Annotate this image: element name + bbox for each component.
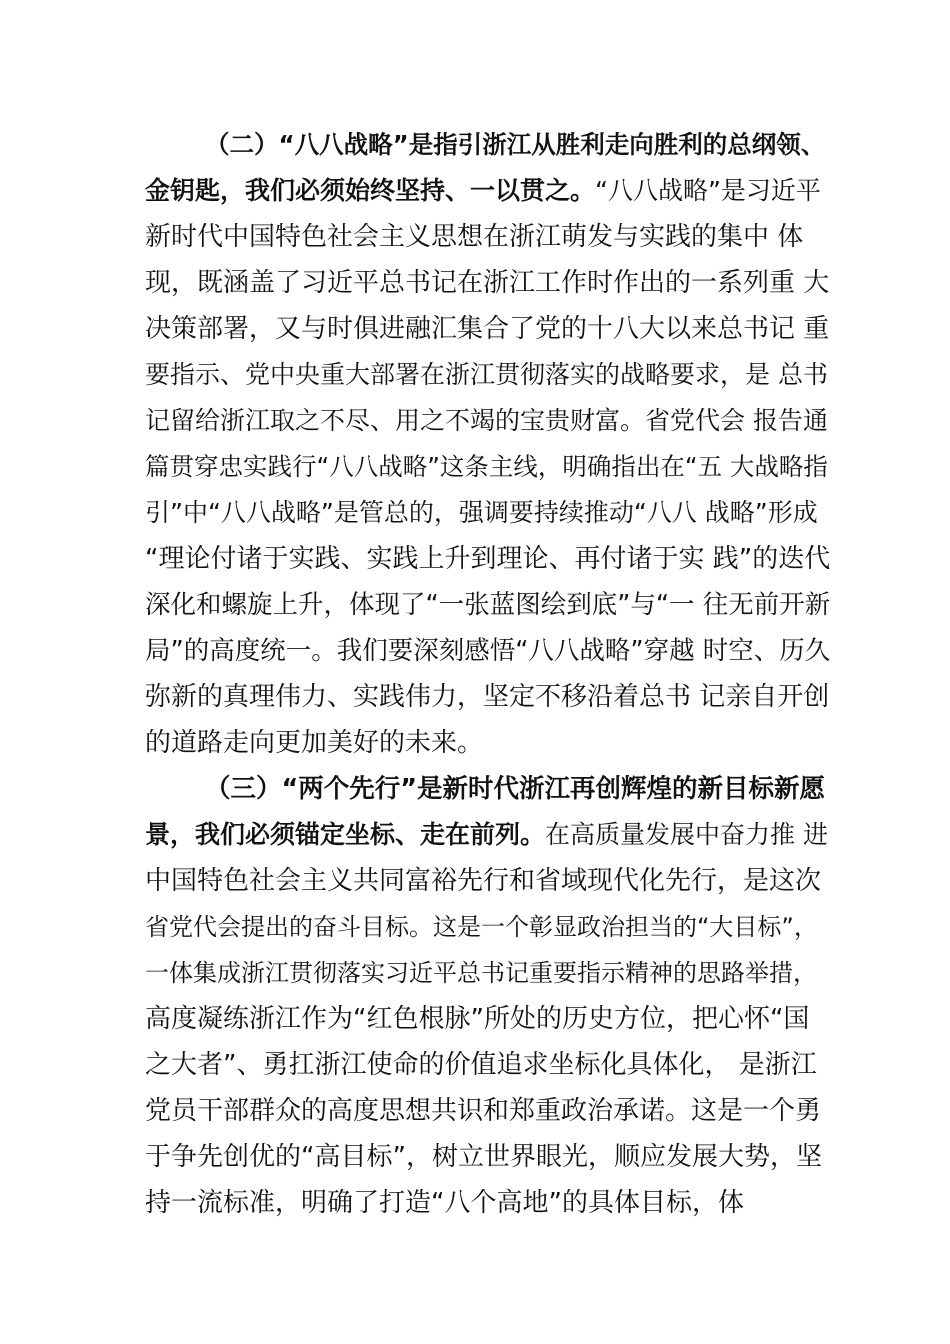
body-text: 决策部署，又与时俱进融汇集合了党的十八大以来总书记 重 xyxy=(145,314,830,344)
body-text: 中国特色社会主义共同富裕先行和省域现代化先行，是这次 xyxy=(145,866,822,896)
text-line xyxy=(145,1093,821,1129)
body-text: 篇贯穿忠实践行“八八战略”这条主线，明确指出在“五 大战略指 xyxy=(145,452,828,481)
text-line xyxy=(145,403,828,439)
body-text: 党员干部群众的高度思想共识和郑重政治承诺。这是一个勇 xyxy=(145,1096,822,1126)
body-text: “理论付诸于实践、实践上升到理论、再付诸于实 践”的迭代 xyxy=(145,544,831,574)
text-line xyxy=(205,127,825,163)
body-text: 一体集成浙江贯彻落实习近平总书记重要指示精神的思路举措， xyxy=(145,959,817,987)
text-line xyxy=(145,495,818,531)
bold-lead: 金钥匙，我们必须始终坚持、一以贯之。 xyxy=(145,176,596,205)
text-line xyxy=(145,1001,809,1037)
text-line xyxy=(145,541,830,577)
bold-lead: （三）“两个先行”是新时代浙江再创辉煌的新目标新愿 xyxy=(205,774,826,804)
text-line xyxy=(145,219,803,255)
text-line xyxy=(205,771,825,807)
body-text: 引”中“八八战略”是管总的，强调要持续推动“八八 战略”形成 xyxy=(145,498,818,527)
bold-lead: 景，我们必须锚定坐标、走在前列。 xyxy=(145,820,546,849)
text-line xyxy=(145,909,818,945)
body-text: 现，既涵盖了习近平总书记在浙江工作时作出的一系列重 大 xyxy=(145,268,830,298)
text-line xyxy=(145,679,829,715)
text-line xyxy=(145,1047,817,1083)
body-text: 持一流标准，明确了打造“八个高地”的具体目标，体 xyxy=(145,1188,744,1218)
text-line xyxy=(145,587,830,623)
body-text: 局”的高度统一。我们要深刻感悟“八八战略”穿越 时空、历久 xyxy=(145,636,831,666)
text-line xyxy=(145,449,828,485)
body-text: 的道路走向更加美好的未来。 xyxy=(145,728,484,758)
text-line xyxy=(145,311,829,347)
body-text: 弥新的真理伟力、实践伟力，坚定不移沿着总书 记亲自开创 xyxy=(145,682,830,712)
text-line xyxy=(145,955,817,991)
text-line xyxy=(145,1139,822,1175)
text-line xyxy=(145,265,829,301)
body-text: 之大者”、勇扛浙江使命的价值追求坐标化具体化， 是浙江 xyxy=(145,1050,817,1080)
body-text: 于争先创优的“高目标”，树立世界眼光，顺应发展大势，坚 xyxy=(145,1142,822,1172)
text-line xyxy=(145,633,830,669)
text-line xyxy=(145,357,828,393)
body-text: 高度凝练浙江作为“红色根脉”所处的历史方位，把心怀“国 xyxy=(145,1004,810,1034)
body-text: 要指示、党中央重大部署在浙江贯彻落实的战略要求，是 总书 xyxy=(145,360,828,389)
body-text: 记留给浙江取之不尽、用之不竭的宝贵财富。省党代会 报告通 xyxy=(145,406,828,435)
text-line xyxy=(145,817,828,853)
text-line xyxy=(145,173,821,209)
text-line xyxy=(145,863,821,899)
body-text: 新时代中国特色社会主义思想在浙江萌发与实践的集中 体 xyxy=(145,222,804,252)
body-text: 在高质量发展中奋力推 进 xyxy=(545,820,828,849)
bold-lead: （二）“八八战略”是指引浙江从胜利走向胜利的总纲领、 xyxy=(205,130,826,159)
body-text: “八八战略”是习近平 xyxy=(595,176,821,205)
text-line xyxy=(145,725,483,761)
text-line xyxy=(145,1185,744,1221)
body-text: 省党代会提出的奋斗目标。这是一个彰显政治担当的“大目标”， xyxy=(145,913,818,941)
body-text: 深化和螺旋上升，体现了“一张蓝图绘到底”与“一 往无前开新 xyxy=(145,590,831,620)
